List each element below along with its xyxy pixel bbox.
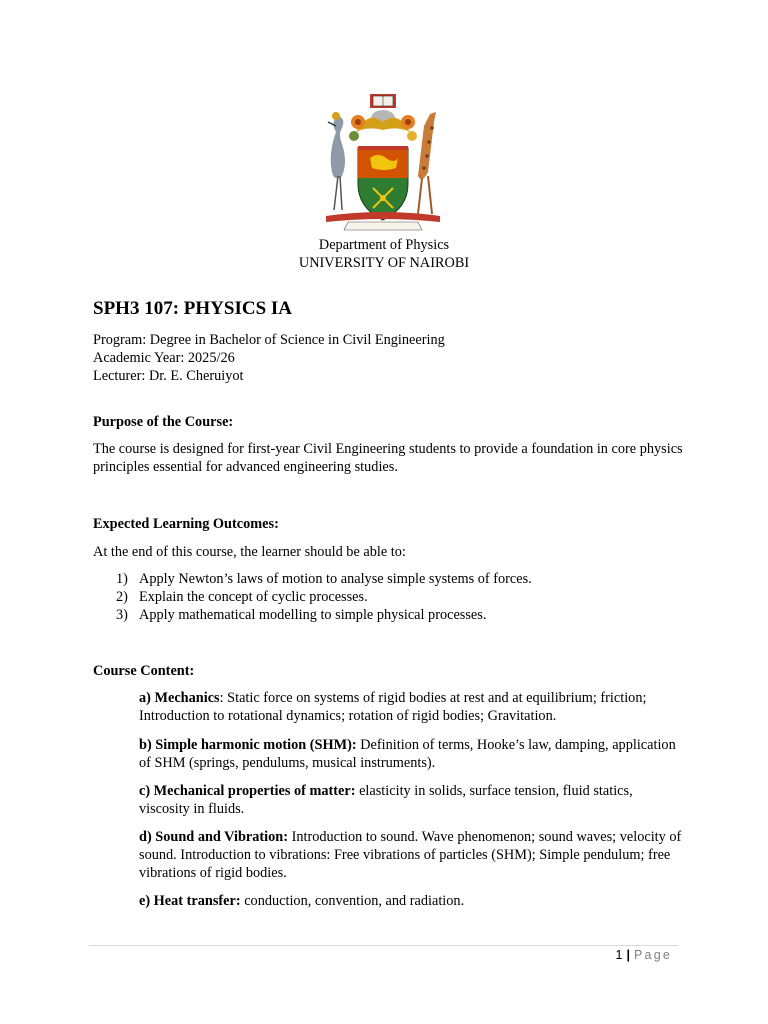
lecturer-line: Lecturer: Dr. E. Cheruiyot bbox=[93, 368, 244, 384]
content-item-label: a) Mechanics bbox=[139, 690, 220, 706]
list-item-number: 1) bbox=[116, 571, 128, 587]
content-item-shm bbox=[139, 736, 684, 772]
list-item-text: Apply Newton’s laws of motion to analyse simple systems of forces. bbox=[139, 571, 532, 587]
list-item-number: 2) bbox=[116, 589, 128, 605]
content-item-text: elasticity in solids, surface tension, fluid statics, viscosity in fluids. bbox=[139, 783, 633, 817]
university-name: UNIVERSITY OF NAIROBI bbox=[298, 255, 470, 271]
list-item-text: Apply mathematical modelling to simple physical processes. bbox=[139, 607, 487, 623]
outcomes-list bbox=[116, 570, 676, 624]
content-item-sound bbox=[139, 828, 684, 882]
university-crest-logo bbox=[318, 92, 448, 234]
list-item-number: 3) bbox=[116, 607, 128, 623]
page-footer bbox=[616, 948, 672, 962]
content-item-heat bbox=[139, 892, 684, 910]
content-item-mechanics bbox=[139, 689, 684, 725]
list-item-text: Explain the concept of cyclic processes. bbox=[139, 589, 368, 605]
content-item-label: c) Mechanical properties of matter: bbox=[139, 783, 356, 799]
academic-year-line: Academic Year: 2025/26 bbox=[93, 350, 235, 366]
content-item-text: : Static force on systems of rigid bodies at rest and at equilibrium; friction; Introduction to rotational dynamics; rotation of rigid bodies; Gravitation. bbox=[139, 690, 647, 724]
content-heading: Course Content: bbox=[93, 663, 195, 679]
content-item-text: Introduction to sound. Wave phenomenon; sound waves; velocity of sound. Introduction to vibrations: Free vibrations of particles (SHM); Simple pendulum; free vibrations of rigid bodies. bbox=[139, 829, 682, 881]
list-item bbox=[116, 606, 676, 624]
outcomes-heading: Expected Learning Outcomes: bbox=[93, 516, 279, 532]
course-title: SPH3 107: PHYSICS IA bbox=[93, 298, 292, 319]
program-line: Program: Degree in Bachelor of Science in Civil Engineering bbox=[93, 332, 445, 348]
page-number: 1 bbox=[615, 948, 623, 962]
content-item-label: b) Simple harmonic motion (SHM): bbox=[139, 737, 357, 753]
list-item bbox=[116, 570, 676, 588]
purpose-text: The course is designed for first-year Civil Engineering students to provide a foundation in core physics principles essential for advanced engineering studies. bbox=[93, 441, 683, 475]
footer-divider bbox=[89, 945, 678, 946]
outcomes-intro: At the end of this course, the learner should be able to: bbox=[93, 544, 406, 560]
page-label: Page bbox=[634, 948, 672, 962]
purpose-heading: Purpose of the Course: bbox=[93, 414, 234, 430]
content-item-label: d) Sound and Vibration: bbox=[139, 829, 288, 845]
content-item-text: Definition of terms, Hooke’s law, damping, application of SHM (springs, pendulums, musical instruments). bbox=[139, 737, 676, 771]
department-name: Department of Physics bbox=[318, 237, 450, 253]
course-info bbox=[93, 331, 683, 385]
list-item bbox=[116, 588, 676, 606]
footer-separator: | bbox=[626, 948, 630, 962]
content-item-label: e) Heat transfer: bbox=[139, 893, 241, 909]
content-item-matter bbox=[139, 782, 684, 818]
content-item-text: conduction, convention, and radiation. bbox=[240, 893, 465, 909]
